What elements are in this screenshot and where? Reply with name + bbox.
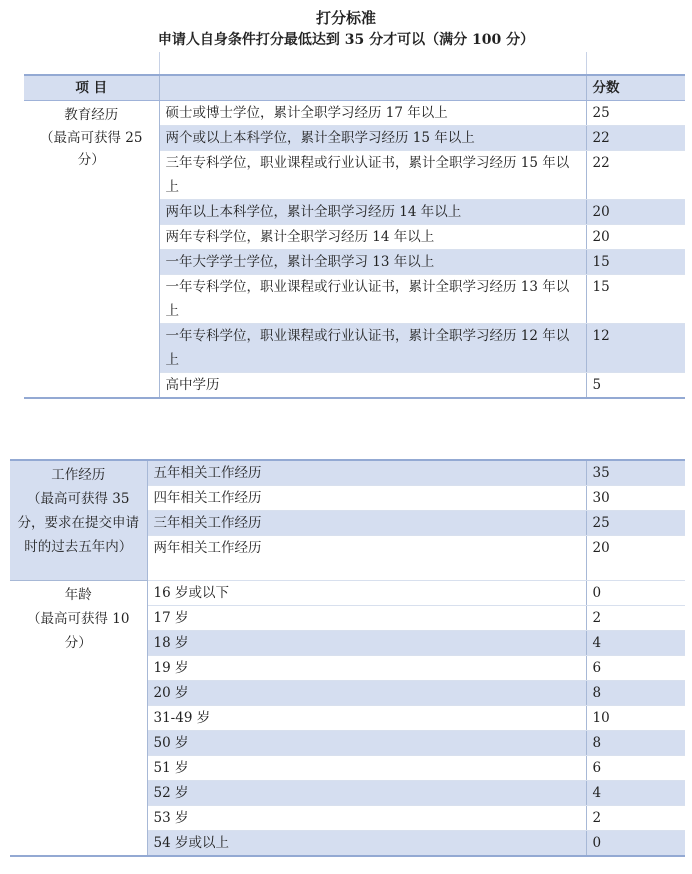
page-title: 打分标准 (315, 9, 376, 27)
row-score: 10 (586, 706, 685, 731)
row-score: 4 (586, 631, 685, 656)
category-note: （最高可获得 35 分，要求在提交申请时的过去五年内） (17, 491, 139, 555)
table-row (24, 101, 685, 126)
row-score: 8 (586, 681, 685, 706)
row-desc: 19 岁 (147, 656, 586, 681)
row-score: 8 (586, 731, 685, 756)
row-desc: 两年以上本科学位，累计全职学习经历 14 年以上 (159, 200, 586, 225)
category-label: 年龄 (64, 587, 92, 603)
row-score: 20 (586, 200, 685, 225)
row-score: 35 (586, 460, 685, 486)
category-note: （最高可获得 25 分） (40, 130, 143, 168)
header-blank (159, 75, 586, 101)
row-desc: 31-49 岁 (147, 706, 586, 731)
row-desc: 一年专科学位，职业课程或行业认证书，累计全职学习经历 12 年以上 (159, 324, 586, 373)
row-score: 15 (586, 275, 685, 324)
row-score: 5 (586, 373, 685, 399)
row-score: 2 (586, 606, 685, 631)
row-desc: 52 岁 (147, 781, 586, 806)
row-desc: 一年大学学士学位，累计全职学习 13 年以上 (159, 250, 586, 275)
table-header-row (24, 75, 685, 101)
row-score: 0 (586, 831, 685, 857)
row-desc: 两年相关工作经历 (147, 536, 586, 581)
row-desc: 两个或以上本科学位，累计全职学习经历 15 年以上 (159, 126, 586, 151)
row-desc: 18 岁 (147, 631, 586, 656)
row-score: 25 (586, 101, 685, 126)
divider (159, 52, 160, 74)
row-desc: 一年专科学位，职业课程或行业认证书，累计全职学习经历 13 年以上 (159, 275, 586, 324)
row-score: 22 (586, 151, 685, 200)
row-desc: 54 岁或以上 (147, 831, 586, 857)
header-score: 分数 (586, 75, 685, 101)
divider (586, 52, 587, 74)
row-desc: 五年相关工作经历 (147, 460, 586, 486)
category-cell (10, 460, 147, 581)
category-cell (10, 581, 147, 857)
row-score: 30 (586, 486, 685, 511)
category-label: 工作经历 (51, 467, 106, 483)
row-score: 25 (586, 511, 685, 536)
page-subtitle: 申请人自身条件打分最低达到 35 分才可以（满分 100 分） (157, 32, 535, 48)
row-score: 4 (586, 781, 685, 806)
row-score: 12 (586, 324, 685, 373)
table-row (10, 581, 685, 606)
row-score: 6 (586, 756, 685, 781)
education-table (24, 74, 685, 399)
row-desc: 20 岁 (147, 681, 586, 706)
row-score: 6 (586, 656, 685, 681)
row-desc: 三年相关工作经历 (147, 511, 586, 536)
row-score: 2 (586, 806, 685, 831)
row-score: 0 (586, 581, 685, 606)
row-desc: 53 岁 (147, 806, 586, 831)
row-desc: 51 岁 (147, 756, 586, 781)
row-desc: 17 岁 (147, 606, 586, 631)
category-label: 教育经历 (64, 107, 119, 123)
table-row (10, 460, 685, 486)
work-age-table (10, 459, 685, 857)
row-desc: 两年专科学位，累计全职学习经历 14 年以上 (159, 225, 586, 250)
row-desc: 硕士或博士学位，累计全职学习经历 17 年以上 (159, 101, 586, 126)
row-desc: 16 岁或以下 (147, 581, 586, 606)
row-desc: 50 岁 (147, 731, 586, 756)
row-desc: 四年相关工作经历 (147, 486, 586, 511)
category-cell (24, 101, 159, 399)
row-score: 20 (586, 536, 685, 581)
row-desc: 高中学历 (159, 373, 586, 399)
row-score: 20 (586, 225, 685, 250)
header-item: 项 目 (24, 75, 159, 101)
row-desc: 三年专科学位，职业课程或行业认证书，累计全职学习经历 15 年以上 (159, 151, 586, 200)
row-score: 15 (586, 250, 685, 275)
row-score: 22 (586, 126, 685, 151)
category-note: （最高可获得 10 分） (27, 611, 130, 651)
